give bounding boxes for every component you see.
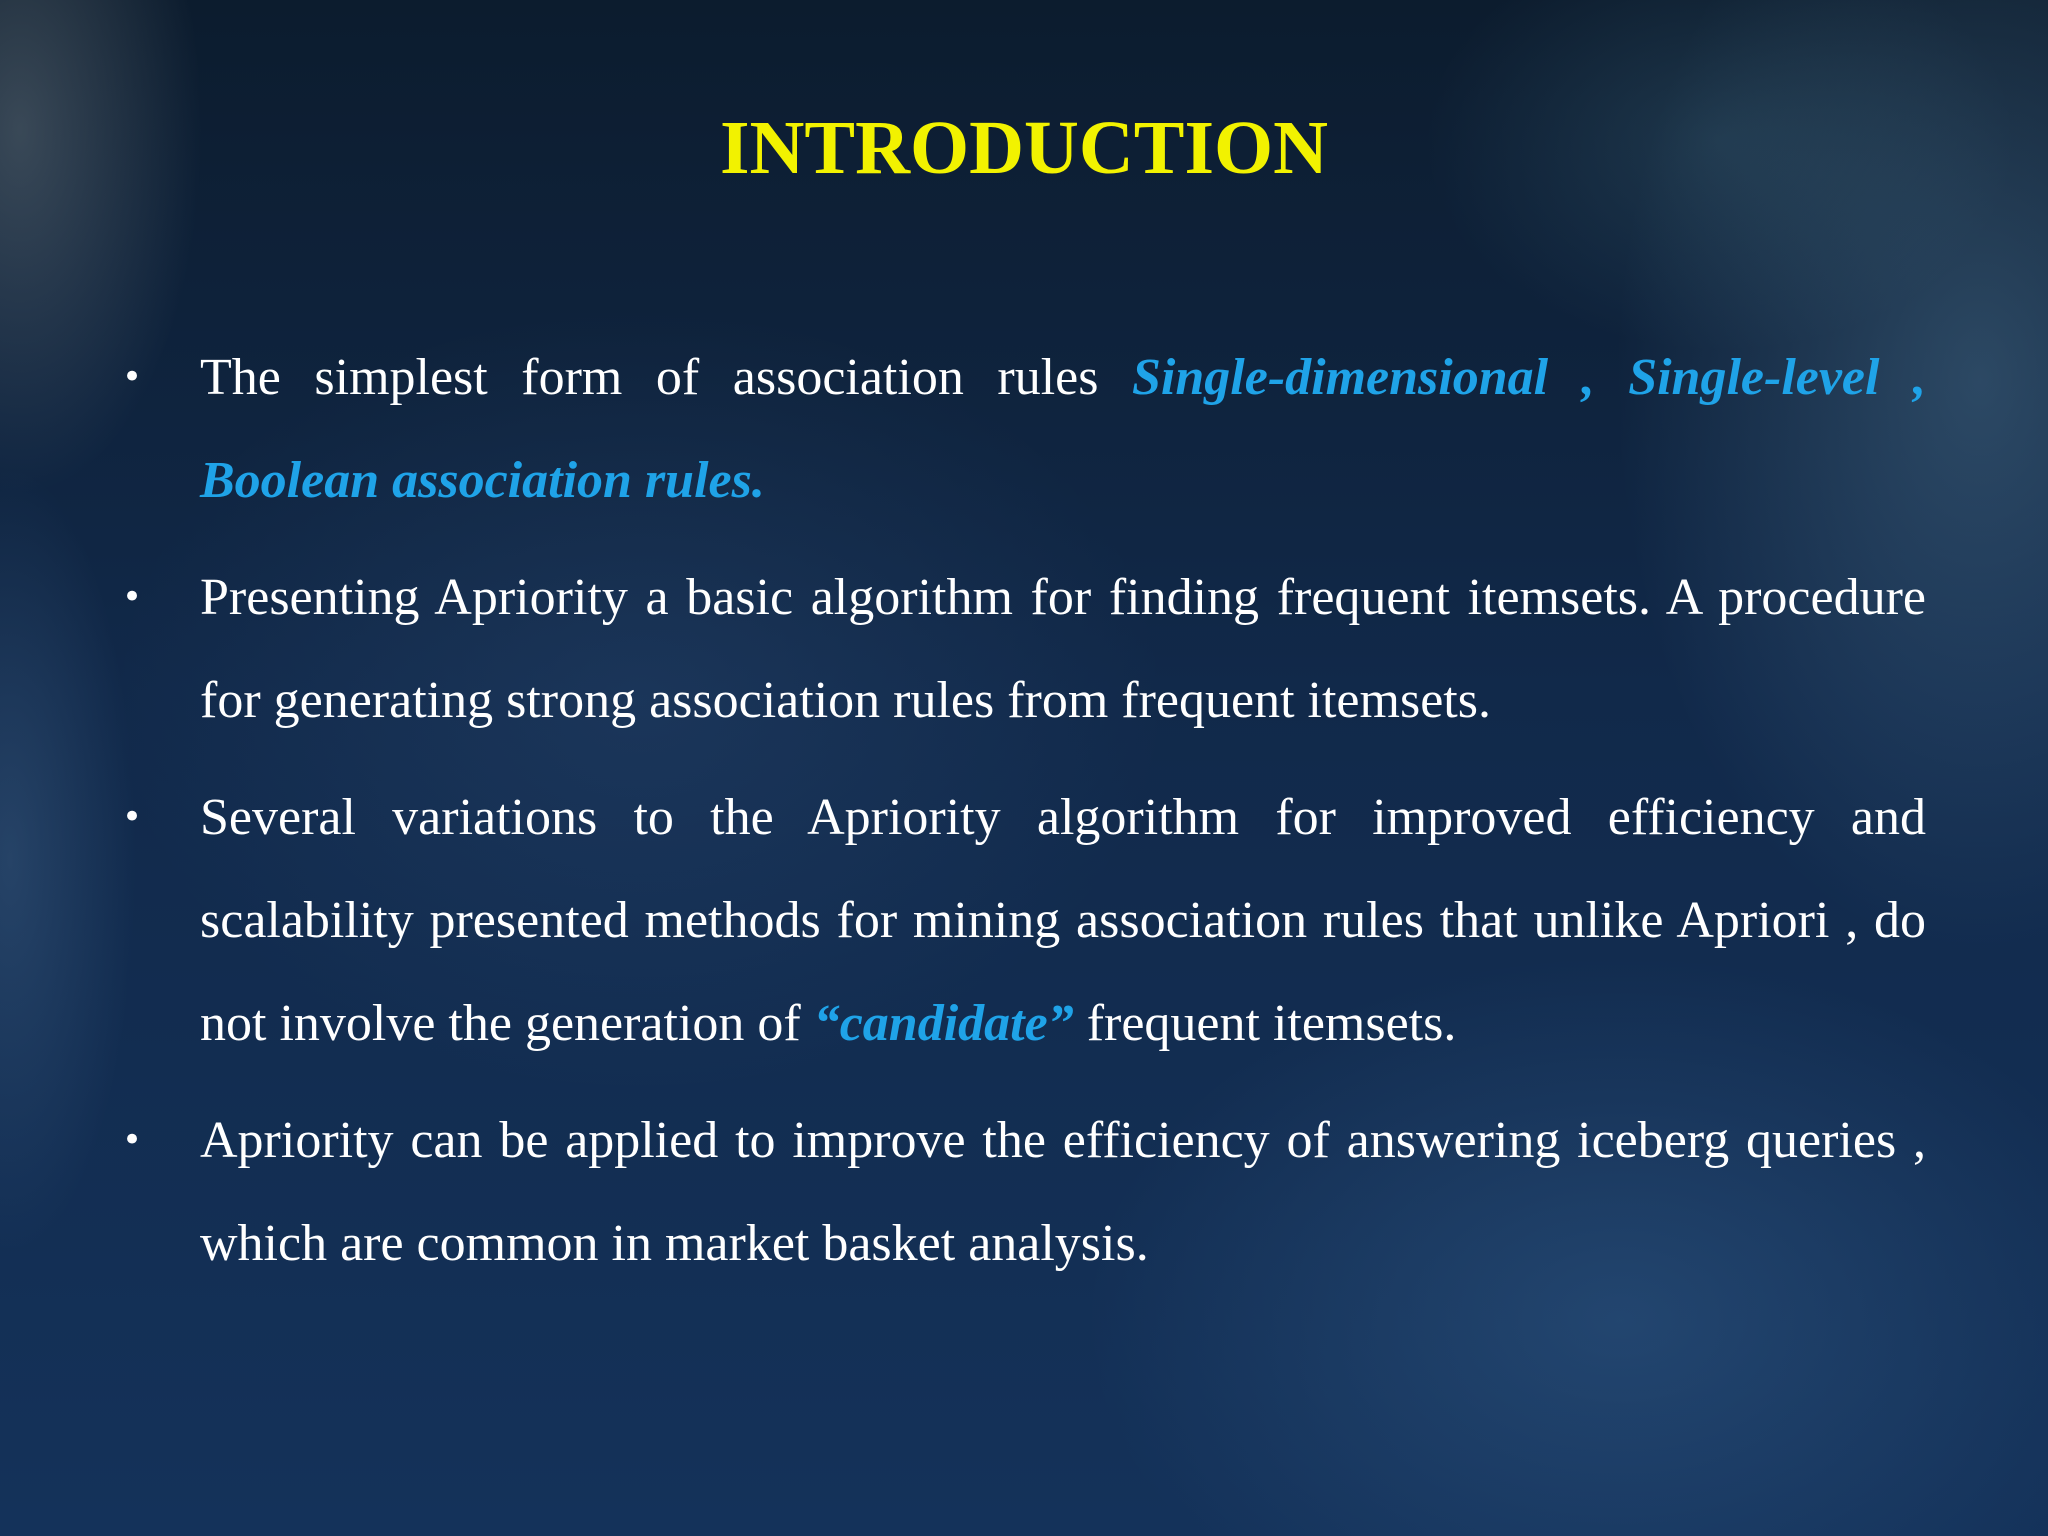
- bullet-item-1: [122, 326, 1927, 532]
- bullet-text: Apriority can be applied to improve the efficiency of answering iceberg queries , which are common in market basket analysis.: [200, 1112, 1926, 1272]
- bullet-text: Several variations to the Apriority algorithm for improved efficiency and scalability presented methods for mining association rules that unlike Apriori , do not involve the generation of: [200, 789, 1926, 1052]
- bullet-text: The simplest form of association rules: [200, 349, 1133, 406]
- bullet-item-2: [122, 546, 1926, 752]
- bullet-marker: •: [122, 577, 143, 617]
- bullet-marker: •: [122, 797, 143, 837]
- bullet-item-4: [122, 1089, 1926, 1295]
- bullet-marker: •: [122, 357, 143, 397]
- bullet-text: Presenting Apriority a basic algorithm for finding frequent itemsets. A procedure for generating strong association rules from frequent itemsets.: [200, 569, 1926, 729]
- highlighted-term: “candidate”: [813, 995, 1074, 1052]
- slide-title: INTRODUCTION: [719, 106, 1329, 190]
- bullet-text: frequent itemsets.: [1073, 995, 1457, 1052]
- highlighted-term: Single-dimensional , Single-level , Boolean association rules.: [200, 349, 1927, 509]
- bullet-marker: •: [122, 1120, 143, 1160]
- bullet-list: [122, 326, 1927, 1309]
- bullet-item-3: [122, 766, 1926, 1075]
